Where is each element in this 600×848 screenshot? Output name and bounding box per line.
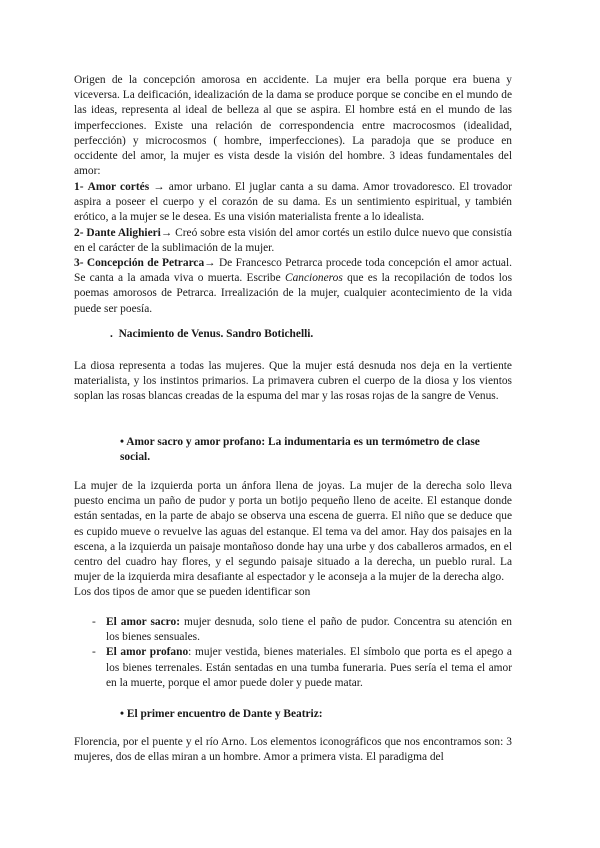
idea-3-italic: Cancioneros	[284, 272, 343, 285]
idea-1-text: amor urbano. El juglar canta a su dama. Amor trovadoresco. El trovador aspira a poseer el cuerpo y el corazón de su dama. Es un sentimiento espiritual, y también erótico, a la mujer se le desea. Es una visión materialista frente a lo idealista.	[74, 181, 512, 224]
section1-title: Nacimiento de Venus. Sandro Botichelli.	[118, 328, 314, 340]
section1-paragraph	[74, 359, 512, 405]
idea-2-number: 2-	[74, 226, 84, 239]
list-item-dash: -	[92, 646, 96, 659]
list-item-dash: -	[92, 616, 96, 628]
love-types-list	[92, 615, 512, 691]
intro-paragraph	[74, 73, 512, 179]
section3-paragraph	[74, 735, 512, 765]
section1-text: La diosa representa a todas las mujeres. Que la mujer está desnuda nos deja en la vertiente materialista, y los instintos primarios. La primavera cubren el cuerpo de la diosa y los vientos soplan las rosas blancas creadas de la espuma del mar y las rosas rojas de la sangre de Venus.	[74, 360, 512, 403]
intro-text: Origen de la concepción amorosa en accidente. La mujer era bella porque era buena y viceversa. La deificación, idealización de la dama se produce porque se concibe en el mundo de las ideas, representa al ideal de belleza al que se aspira. El hombre está en el mundo de las imperfecciones. Existe una relación de correspondencia entre macrocosmos (idealidad, perfección) y microcosmos ( hombre, imperfecciones). La paradoja que se produce en occidente del amor, la mujer es vista desde la visión del hombre. 3 ideas fundamentales del amor:	[74, 74, 512, 178]
idea-1	[74, 180, 512, 226]
idea-3-number: 3-	[74, 257, 84, 270]
idea-3-title: Concepción de Petrarca	[86, 257, 205, 270]
idea-1-number: 1-	[74, 181, 84, 193]
list-item	[92, 615, 512, 645]
list-item-title: El amor sacro:	[106, 616, 181, 628]
section2-bullet: •	[120, 436, 124, 448]
section2-paragraph	[74, 479, 512, 601]
idea-3-arrow: →	[204, 257, 216, 270]
section3-text: Florencia, por el puente y el río Arno. Los elementos iconográficos que nos encontramos son: 3 mujeres, dos de ellas miran a un hombre. Amor a primera vista. El paradigma del	[74, 736, 512, 764]
list-item-text: : mujer vestida, bienes materiales. El símbolo que porta es el apego a los bienes terrenales. Están sentadas en una tumba funeraria. Pues sería el tema el amor en la muerte, porque el amor puede doler y puede matar.	[106, 646, 512, 689]
section2-title: Amor sacro y amor profano: La indumentaria es un termómetro de clase social.	[120, 436, 480, 464]
section1-heading	[110, 327, 313, 342]
section1-bullet: .	[110, 328, 113, 340]
list-item	[92, 645, 512, 691]
idea-2-text: Creó sobre esta visión del amor cortés un estilo dulce nuevo que consistía en el carácter de la sublimación de la mujer.	[74, 226, 512, 254]
idea-2-arrow: →	[160, 226, 173, 239]
section2-text: La mujer de la izquierda porta un ánfora llena de joyas. La mujer de la derecha solo lleva puesto encima un paño de pudor y porta un botijo pequeño lleno de aceite. El estanque donde están sentadas, en la parte de abajo se observa una escena de guerra. El niño que se deduce que es cupido mueve o revuelve las aguas del estanque. El tema va del amor. Hay dos paisajes en la escena, a la izquierda un paisaje montañoso donde hay una urbe y dos caballeros armados, en el centro del cuadro hay flores, y el segundo paisaje situado a la derecha, un pueblo rural. La mujer de la izquierda mira desafiante al espectador y le aconseja a la mujer de la derecha algo.	[74, 480, 512, 584]
list-item-text: mujer desnuda, solo tiene el paño de pudor. Concentra su atención en los bienes sensuales.	[106, 616, 512, 644]
idea-3-text-after: que es la recopilación de todos los poemas amorosos de Petrarca. Irrealización de la mujer, cualquier acontecimiento de la vida puede ser poesía.	[74, 272, 512, 315]
idea-2	[74, 226, 512, 256]
section2-heading	[120, 435, 512, 465]
section3-bullet: •	[120, 708, 124, 720]
idea-3	[74, 256, 512, 317]
section2-list-intro: Los dos tipos de amor que se pueden identificar son	[74, 586, 311, 599]
section3-heading	[120, 707, 323, 722]
section3-title: El primer encuentro de Dante y Beatriz:	[126, 708, 323, 720]
idea-1-arrow: →	[153, 181, 165, 193]
ideas-list	[74, 180, 512, 317]
idea-1-title: Amor cortés	[87, 181, 150, 193]
idea-3-text-before: De Francesco Petrarca procede toda concepción el amor actual. Se canta a la amada viva o muerta. Escribe	[74, 257, 512, 285]
list-item-title: El amor profano	[106, 646, 189, 659]
idea-2-title: Dante Alighieri	[86, 226, 161, 239]
